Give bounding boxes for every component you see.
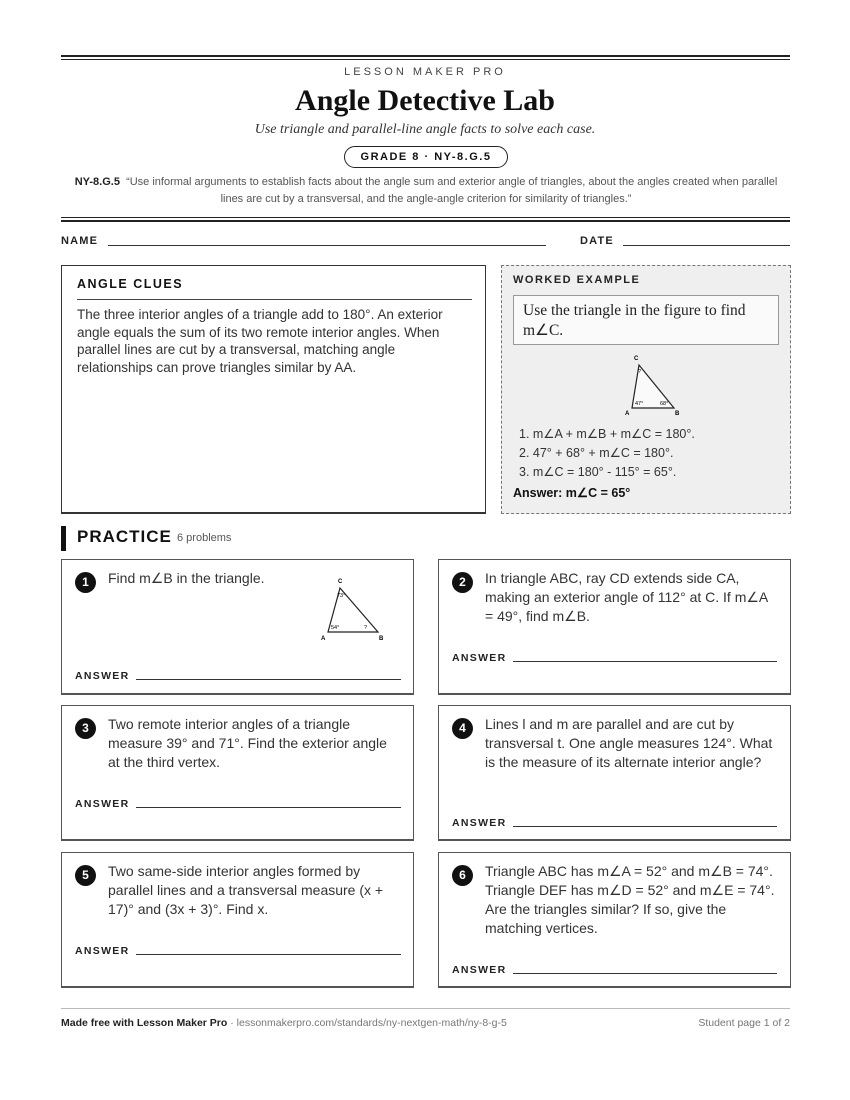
name-label: NAME: [61, 235, 99, 247]
worked-angle-c: ?: [638, 369, 642, 375]
problem-number: 3: [75, 718, 96, 739]
worked-angle-a: 47°: [635, 401, 644, 407]
worked-triangle-figure: [610, 352, 686, 418]
footer-rule: [61, 1008, 790, 1009]
worked-step: 1. m∠A + m∠B + m∠C = 180°.: [519, 427, 695, 441]
worked-step: 3. m∠C = 180° - 115° = 65°.: [519, 465, 677, 479]
answer-label: ANSWER: [75, 798, 130, 810]
problem-text: Lines l and m are parallel and are cut by transversal t. One angle measures 124°. What is the measure of its alternate interior angle?: [485, 716, 773, 770]
practice-count: 6 problems: [177, 532, 232, 544]
footer-page: Student page 1 of 2: [698, 1017, 790, 1029]
answer-field[interactable]: [136, 679, 401, 680]
problem-1-vertex-b: B: [379, 636, 384, 642]
footer-url[interactable]: · lessonmakerpro.com/standards/ny-nextgen-math/ny-8-g-5: [227, 1017, 507, 1029]
worked-vertex-a: A: [625, 411, 630, 417]
practice-accent-bar: [61, 526, 66, 551]
problem-number: 1: [75, 572, 96, 593]
problem-number: 4: [452, 718, 473, 739]
angle-clues-rule: [77, 299, 472, 300]
name-field[interactable]: [108, 245, 546, 246]
page-subtitle: Use triangle and parallel-line angle facts to solve each case.: [254, 122, 596, 137]
worked-vertex-c: C: [634, 356, 639, 362]
worked-example-panel: [501, 265, 791, 514]
page-title: Angle Detective Lab: [295, 84, 555, 117]
standard-statement: [70, 174, 782, 208]
answer-label: ANSWER: [452, 652, 507, 664]
problem-text: Two remote interior angles of a triangle measure 39° and 71°. Find the exterior angle at the third vertex.: [108, 716, 387, 770]
answer-field[interactable]: [136, 807, 401, 808]
angle-clues-heading: ANGLE CLUES: [77, 277, 184, 291]
problem-text: In triangle ABC, ray CD extends side CA, making an exterior angle of 112° at C. If m∠A = 49°, find m∠B.: [485, 570, 768, 624]
answer-label: ANSWER: [452, 964, 507, 976]
problem-text: Find m∠B in the triangle.: [108, 570, 265, 586]
answer-label: ANSWER: [452, 817, 507, 829]
header-rule-thick: [61, 220, 790, 222]
answer-label: ANSWER: [75, 945, 130, 957]
brand: LESSON MAKER PRO: [344, 66, 506, 78]
worked-answer: Answer: m∠C = 65°: [513, 486, 631, 500]
problem-text: Two same-side interior angles formed by parallel lines and a transversal measure (x + 17)° and (3x + 3)°. Find x.: [108, 863, 384, 917]
problem-card-4: [438, 705, 791, 841]
standard-code: NY-8.G.5: [74, 176, 120, 188]
worked-angle-b: 68°: [660, 401, 669, 407]
worked-vertex-b: B: [675, 411, 680, 417]
problem-card-2: [438, 559, 791, 695]
problem-text: Triangle ABC has m∠A = 52° and m∠B = 74°. Triangle DEF has m∠D = 52° and m∠E = 74°. Are the triangles similar? If so, give the matching vertices.: [485, 863, 775, 936]
answer-field[interactable]: [136, 954, 401, 955]
date-field[interactable]: [623, 245, 790, 246]
problem-1-vertex-a: A: [321, 636, 326, 642]
problem-card-1: [61, 559, 414, 695]
problem-number: 2: [452, 572, 473, 593]
problem-number: 6: [452, 865, 473, 886]
standard-text: “Use informal arguments to establish facts about the angle sum and exterior angle of triangles, about the angles created when parallel lines are cut by a transversal, and the angle-angle criterion for similarity of triangles.”: [126, 176, 778, 205]
grade-badge: GRADE 8 · NY-8.G.5: [344, 146, 508, 168]
problem-number: 5: [75, 865, 96, 886]
top-rule: [61, 55, 790, 57]
angle-clues-panel: [61, 265, 486, 514]
date-label: DATE: [580, 235, 614, 247]
problem-1-angle-c: 73°: [337, 593, 346, 599]
problem-1-angle-a: 54°: [331, 625, 340, 631]
problem-card-3: [61, 705, 414, 841]
problem-card-6: [438, 852, 791, 988]
angle-clues-text: The three interior angles of a triangle add to 180°. An exterior angle equals the sum of its two remote interior angles. When parallel lines are cut by a transversal, matching angle relationships can prove triangles similar by AA.: [77, 307, 443, 375]
top-rule-thin: [61, 59, 790, 60]
answer-field[interactable]: [513, 973, 777, 974]
answer-field[interactable]: [513, 661, 777, 662]
worked-steps: [519, 425, 695, 482]
worked-example-heading: WORKED EXAMPLE: [513, 274, 641, 286]
problem-1-vertex-c: C: [338, 579, 343, 585]
worked-step: 2. 47° + 68° + m∠C = 180°.: [519, 446, 674, 460]
problem-1-angle-b: ?: [364, 625, 368, 631]
answer-label: ANSWER: [75, 670, 130, 682]
footer-made: Made free with Lesson Maker Pro: [61, 1017, 228, 1029]
worked-example-prompt: Use the triangle in the figure to find m∠C.: [513, 295, 779, 345]
practice-heading: PRACTICE: [77, 527, 172, 546]
footer-credit: [61, 1017, 507, 1029]
header-rule: [61, 217, 790, 218]
answer-field[interactable]: [513, 826, 777, 827]
problem-1-triangle-figure: [316, 574, 396, 644]
problem-card-5: [61, 852, 414, 988]
